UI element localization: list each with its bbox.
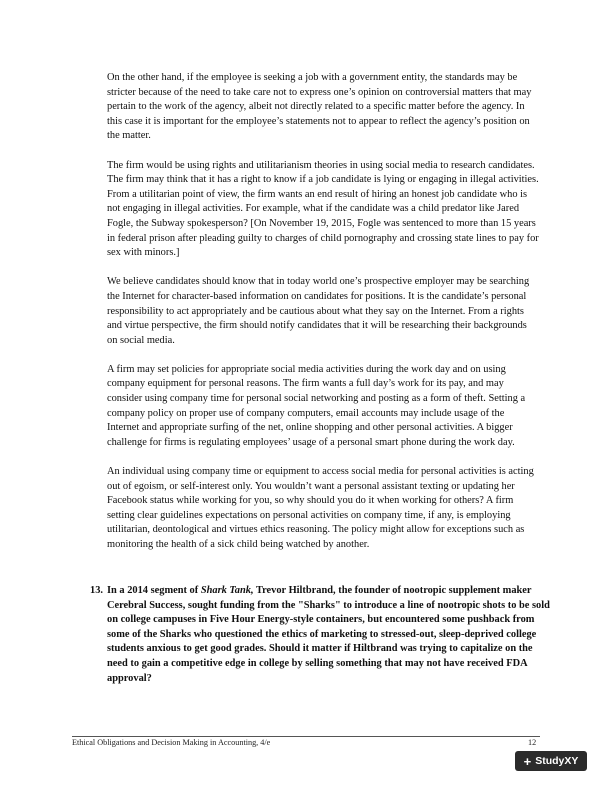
studyxy-badge[interactable] <box>515 751 587 771</box>
plus-icon: + <box>523 753 532 769</box>
paragraph-candidates-awareness: We believe candidates should know that in today world one’s prospective employer may be searching the Internet for character-based information on candidates for positions. It is the candidate’s personal responsibility to act appropriately and be cautious about what they say on the Internet. From a rights and virtue perspective, the firm should notify candidates that it will be researching their backgrounds on social media. <box>107 276 530 346</box>
question-13 <box>90 584 550 686</box>
paragraph-rights-utilitarianism: The firm would be using rights and utilitarianism theories in using social media to research candidates. The firm may think that it has a right to know if a job candidate is lying or engaging in illegal activities. From a utilitarian point of view, the firm wants an end result of hiring an honest job candidate who is not engaging in illegal activities. For example, what if the candidate was a child predator like Jared Fogle, the Subway spokesperson? [On November 19, 2015, Fogle was sentenced to more than 15 years in federal prison after pleading guilty to charges of child pornography and crossing state lines to pay for sex with minors.] <box>107 159 539 259</box>
paragraph-egoism: An individual using company time or equipment to access social media for personal activities is acting out of egoism, or self-interest only. You wouldn’t want a personal assistant texting or updating her Facebook status while working for you, so why should you do it when working for others? A firm setting clear guidelines expectations on personal activities on company time, if any, is employing utilitarian, deontological and virtues ethics reasoning. The policy might allow for exceptions such as monitoring the health of a sick child being watched by another. <box>107 466 534 550</box>
question-text-before: In a 2014 segment of <box>107 585 201 596</box>
show-name: Shark Tank, <box>200 585 254 596</box>
footer-book-title: Ethical Obligations and Decision Making in Accounting, 4/e <box>72 738 271 747</box>
question-text <box>107 584 550 686</box>
paragraph-firm-policies: A firm may set policies for appropriate social media activities during the work day and on using company equipment for personal reasons. The firm wants a full day’s work for its pay, and may consider using company time for personal social networking and posting as a form of theft. Setting a company policy on proper use of company computers, email accounts may include usage of the Internet and appropriate surfing of the net, online shopping and other personal activities. A bigger challenge for firms is regulating employees’ usage of a personal smart phone during the work day. <box>107 363 526 448</box>
question-text-after: Trevor Hiltbrand, the founder of nootropic supplement maker Cerebral Success, sought funding from the "Sharks" to introduce a line of nootropic shots to be sold on college campuses in Five Hour Energy-style containers, but encountered some pushback from some of the Sharks who questioned the ethics of marketing to stressed-out, sleep-deprived college students anxious to get good grades. Should it matter if Hiltbrand was trying to capitalize on the need to gain a competitive edge in college by selling something that may not have received FDA approval? <box>107 585 550 684</box>
page-number: 12 <box>528 738 537 747</box>
body-text <box>107 71 539 567</box>
question-number: 13. <box>90 585 103 596</box>
footer-divider <box>72 736 540 737</box>
paragraph-government-entity: On the other hand, if the employee is seeking a job with a government entity, the standards may be stricter because of the need to take care not to express one’s opinion on controversial matters that may pertain to the work of the agency, albeit not directly related to a specific matter before the agency. In this case it is important for the employee’s statements not to appear to reflect the agency’s position on the matter. <box>107 72 532 142</box>
badge-label: StudyXY <box>535 755 579 767</box>
